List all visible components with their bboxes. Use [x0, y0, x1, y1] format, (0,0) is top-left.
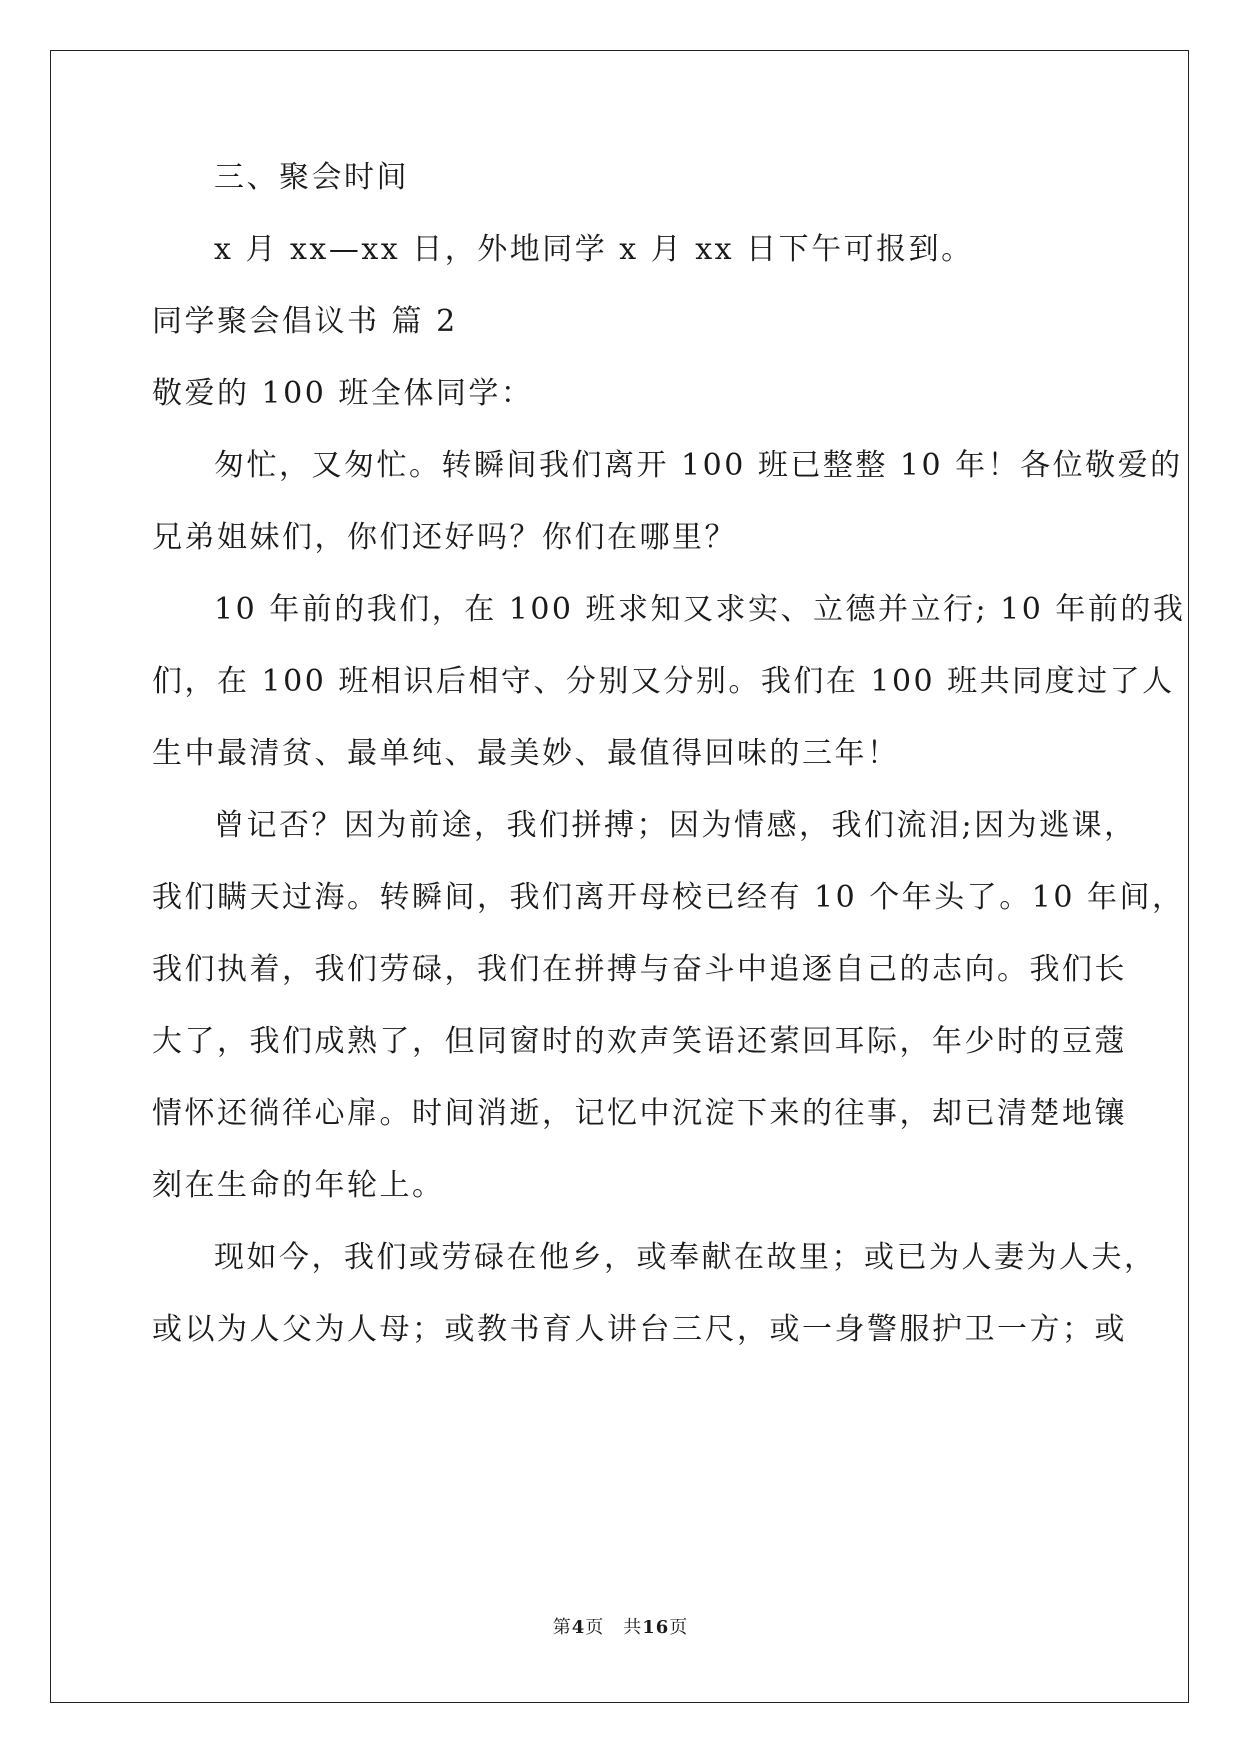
current-page-number: 4	[571, 1617, 586, 1638]
paragraph-line: 匆忙，又匆忙。转瞬间我们离开 100 班已整整 10 年！各位敬爱的	[214, 448, 1183, 483]
paragraph-line: 现如今，我们或劳碌在他乡，或奉献在故里；或已为人妻为人夫，	[214, 1240, 1157, 1275]
footer-suffix: 页	[669, 1617, 689, 1638]
paragraph-line: 我们执着，我们劳碌，我们在拼搏与奋斗中追逐自己的志向。我们长	[152, 952, 1127, 987]
paragraph-line: 刻在生命的年轮上。	[152, 1168, 445, 1203]
paragraph-line: 们，在 100 班相识后相守、分别又分别。我们在 100 班共同度过了人	[152, 664, 1175, 699]
paragraph-line: x 月 xx—xx 日，外地同学 x 月 xx 日下午可报到。	[214, 232, 974, 267]
total-page-number: 16	[642, 1617, 670, 1638]
paragraph-line: 情怀还徜徉心扉。时间消逝，记忆中沉淀下来的往事，却已清楚地镶	[152, 1096, 1127, 1131]
page-footer	[0, 1613, 1241, 1639]
paragraph-line: 生中最清贫、最单纯、最美妙、最值得回味的三年！	[152, 736, 900, 771]
footer-mid: 页 共	[585, 1617, 643, 1638]
salutation: 敬爱的 100 班全体同学：	[152, 376, 534, 411]
paragraph-line: 曾记否？因为前途，我们拼搏；因为情感，我们流泪;因为逃课，	[214, 808, 1137, 843]
paragraph-line: 我们瞒天过海。转瞬间，我们离开母校已经有 10 个年头了。10 年间，	[152, 880, 1185, 915]
paragraph-line: 兄弟姐妹们，你们还好吗？你们在哪里？	[152, 520, 737, 555]
paragraph-line: 10 年前的我们，在 100 班求知又求实、立德并立行; 10 年前的我	[214, 592, 1186, 627]
article-title: 同学聚会倡议书 篇 2	[152, 304, 458, 339]
page-border	[50, 50, 1189, 1703]
section-heading: 三、聚会时间	[214, 160, 409, 195]
paragraph-line: 或以为人父为人母；或教书育人讲台三尺，或一身警服护卫一方；或	[152, 1312, 1127, 1347]
paragraph-line: 大了，我们成熟了，但同窗时的欢声笑语还萦回耳际，年少时的豆蔻	[152, 1024, 1127, 1059]
footer-prefix: 第	[552, 1617, 572, 1638]
